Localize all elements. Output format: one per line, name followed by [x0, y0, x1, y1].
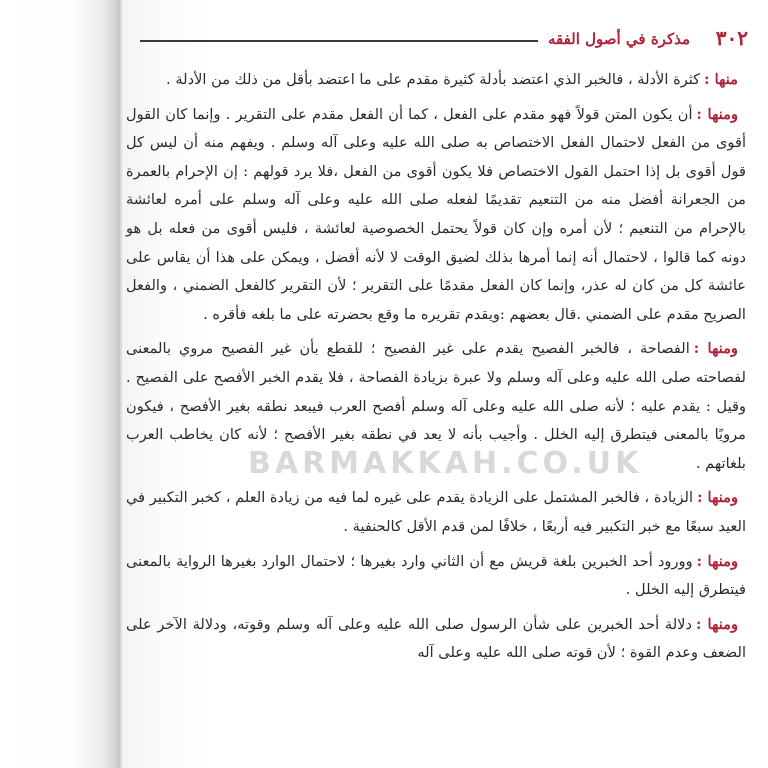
- paragraph: [126, 101, 746, 330]
- paragraph: [126, 66, 746, 95]
- paragraph: [126, 548, 746, 605]
- paragraph-lead: منها :: [704, 71, 738, 88]
- paragraph-lead: ومنها :: [693, 340, 738, 358]
- header-rule: [140, 40, 538, 42]
- running-title: مذكرة في أصول الفقه: [547, 30, 690, 48]
- watermark: BARMAKKAH.CO.UK: [248, 446, 643, 481]
- page-number: ٣٠٢: [715, 26, 748, 50]
- book-gutter: [0, 0, 120, 768]
- paragraph-lead: ومنها :: [696, 552, 738, 570]
- paragraph-text: وورود أحد الخبرين بلغة قريش مع أن الثاني وارد بغيرها ؛ لاحتمال الوارد بغيرها الرواية بالمعنى فيتطرق إليه الخلل .: [126, 552, 746, 599]
- body-text: [126, 66, 746, 674]
- book-page: [124, 0, 768, 768]
- paragraph-text: كثرة الأدلة ، فالخبر الذي اعتضد بأدلة كثيرة مقدم على ما اعتضد بأقل من ذلك من الأدلة .: [166, 71, 701, 88]
- paragraph-lead: ومنها :: [696, 615, 738, 633]
- paragraph-text: أن يكون المتن قولاً فهو مقدم على الفعل ، كما أن الفعل مقدم على التقرير . وإنما كان القول أقوى من الفعل لاحتمال الفعل الاختصاص به صلى الله عليه وعلى آله وسلم . ويفهم منه أن ليس كل قول أقوى بل إذا احتمل القول الاختصاص فلا يكون أقوى من الفعل ،فلا يرد قولهم : إن الإحرام بالعمرة من الجعرانة أفضل منه من التنعيم تقديمًا لفعله صلى الله عليه وعلى آله وسلم على أمره لعائشة بالإحرام من التنعيم ؛ لأن أمره وإن كان قولاً يحتمل الخصوصية لعائشة ، فليس أقوى من فعله بل هو دونه كما قالوا ، لاحتمال أنه إنما أمرها بذلك لضيق الوقت لا لأنه أفضل ، ويمكن على هذا أن يقاس على عائشة كل من كان له عذر، وإنما كان الفعل مقدمًا على التقرير ؛ لأن التقرير كالفعل الضمني ، والفعل الصريح مقدم على الضمني .قال بعضهم :ويقدم تقريره ما وقع بحضرته على ما بلغه فأقره .: [126, 105, 746, 323]
- paragraph-text: الفصاحة ، فالخبر الفصيح يقدم على غير الفصيح ؛ للقطع بأن غير الفصيح مروي بالمعنى لفصاحته صلى الله عليه وعلى آله وسلم ولا عبرة بزيادة الفصاحة ، فلا يقدم الخبر الأفصح على الفصيح . وقيل : يقدم عليه ؛ لأنه صلى الله عليه وعلى آله وسلم أفصح العرب فيبعد نطقه بغير الأفصح ، فيكون مرويًا بالمعنى فيتطرق إليه الخلل . وأجيب بأنه لا يعد في نطقه بغير الأفصح ؛ لأنه كان يخاطب العرب بلغاتهم .: [126, 340, 746, 472]
- paragraph-lead: ومنها :: [696, 105, 738, 123]
- paragraph-lead: ومنها :: [697, 489, 738, 507]
- paragraph-text: دلالة أحد الخبرين على شأن الرسول صلى الله عليه وعلى آله وسلم وقوته، ودلالة الآخر على الضعف وعدم القوة ؛ لأن قوته صلى الله عليه وعلى آله: [126, 615, 746, 662]
- paragraph-text: الزيادة ، فالخبر المشتمل على الزيادة يقدم على غيره لما فيه من زيادة العلم ، كخبر التكبير في العيد سبعًا مع خبر التكبير فيه أربعًا ، خلافًا لمن قدم الأقل كالحنفية .: [126, 489, 746, 535]
- paragraph: [126, 484, 746, 541]
- page-header: [132, 22, 748, 56]
- paragraph: [126, 611, 746, 668]
